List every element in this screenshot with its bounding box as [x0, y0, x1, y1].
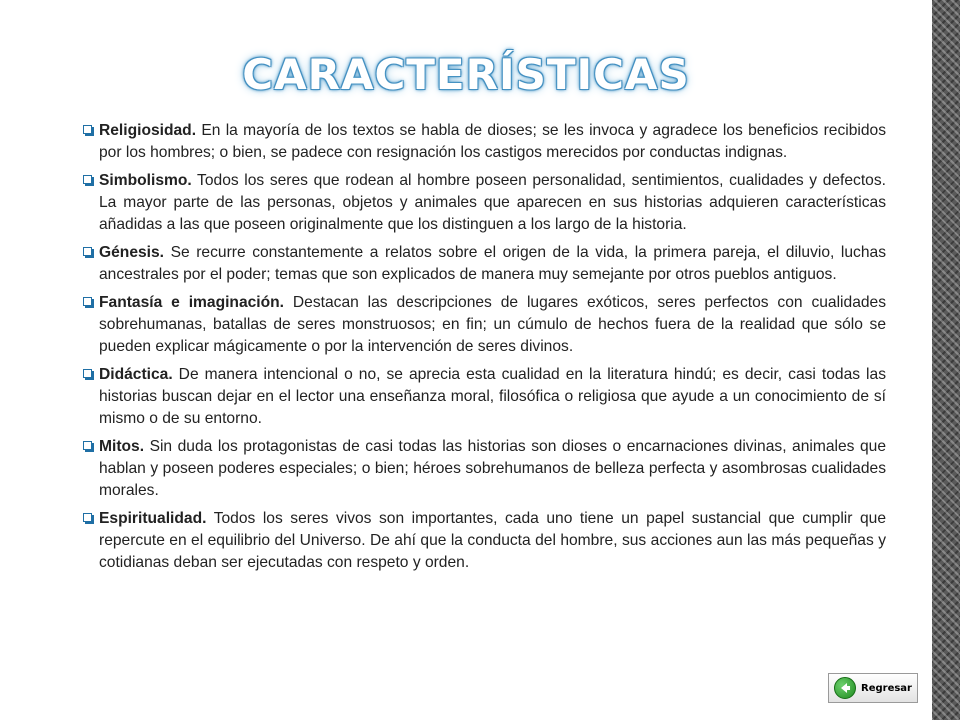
back-button[interactable] — [828, 673, 918, 703]
list-item-didactica — [80, 364, 886, 430]
slide-title: CARACTERÍSTICAS — [0, 50, 932, 99]
square-bullet-icon — [83, 175, 92, 184]
list-item-genesis — [80, 242, 886, 286]
item-term: Espiritualidad. — [99, 510, 207, 527]
arrow-left-icon — [834, 677, 856, 699]
item-text: De manera intencional o no, se aprecia esta cualidad en la literatura hindú; es decir, casi todas las historias buscan dejar en el lector una enseñanza moral, filosófica o religiosa que ayude a un conocimiento de sí mismo o de su entorno. — [99, 366, 886, 427]
item-term: Génesis. — [99, 244, 165, 261]
square-bullet-icon — [83, 369, 92, 378]
list-item-espiritualidad — [80, 508, 886, 574]
item-text: Destacan las descripciones de lugares exóticos, seres perfectos con cualidades sobrehumanas, batallas de seres monstruosos; en fin; un cúmulo de hechos fuera de la realidad que sólo se pueden explicar mágicamente o por la intervención de seres divinos. — [99, 294, 887, 355]
square-bullet-icon — [83, 247, 92, 256]
item-term: Mitos. — [99, 438, 145, 455]
decorative-side-rail — [932, 0, 960, 720]
back-button-label: Regresar — [861, 682, 912, 694]
item-term: Fantasía e imaginación. — [99, 294, 285, 311]
square-bullet-icon — [83, 441, 92, 450]
list-item-simbolismo — [80, 170, 886, 236]
characteristics-list — [80, 120, 886, 580]
item-text: Todos los seres vivos son importantes, cada uno tiene un papel sustancial que cumplir que repercute en el equilibrio del Universo. De ahí que la conducta del hombre, sus acciones aun las más pequeñas y cotidianas deban ser ejecutadas con respeto y orden. — [99, 510, 886, 571]
item-text: Sin duda los protagonistas de casi todas las historias son dioses o encarnaciones divinas, animales que hablan y poseen poderes especiales; o bien; héroes sobrehumanos de belleza perfecta y asombrosas cualidades morales. — [99, 438, 886, 499]
item-text: Se recurre constantemente a relatos sobre el origen de la vida, la primera pareja, el diluvio, luchas ancestrales por el poder; temas que son explicados de manera muy semejante por otros pueblos antiguos. — [99, 244, 886, 283]
item-term: Religiosidad. — [99, 122, 197, 139]
square-bullet-icon — [83, 513, 92, 522]
item-text: En la mayoría de los textos se habla de dioses; se les invoca y agradece los beneficios recibidos por los hombres; o bien, se padece con resignación los castigos merecidos por conductas indignas. — [99, 122, 886, 161]
list-item-mitos — [80, 436, 886, 502]
item-text: Todos los seres que rodean al hombre poseen personalidad, sentimientos, cualidades y defectos. La mayor parte de las personas, objetos y animales que aparecen en sus historias adquieren características añadidas a las que poseen originalmente que los distinguen a los largo de la historia. — [99, 172, 886, 233]
item-term: Simbolismo. — [99, 172, 192, 189]
square-bullet-icon — [83, 297, 92, 306]
list-item-fantasia — [80, 292, 886, 358]
square-bullet-icon — [83, 125, 92, 134]
list-item-religiosidad — [80, 120, 886, 164]
item-term: Didáctica. — [99, 366, 173, 383]
